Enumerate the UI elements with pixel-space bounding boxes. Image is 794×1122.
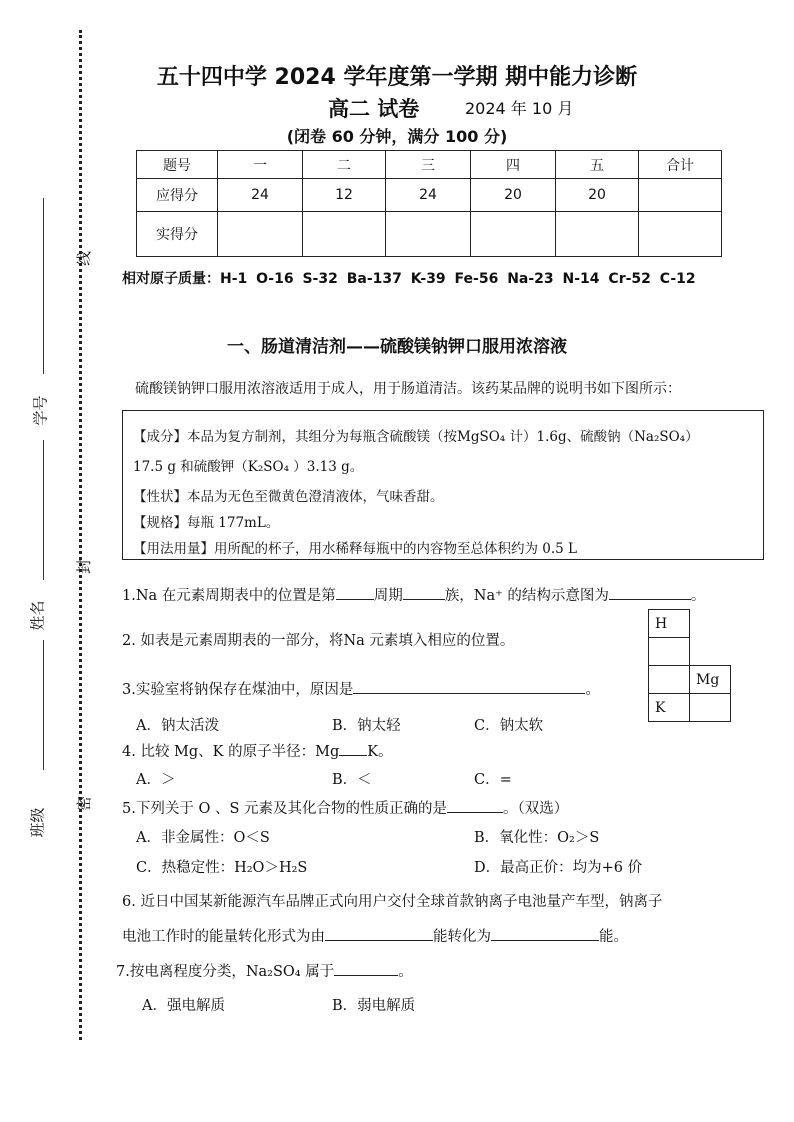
score-header-cell: 三	[386, 151, 471, 179]
pt-cell-empty	[690, 638, 731, 666]
pt-cell-h: H	[649, 610, 690, 638]
instruction-box	[122, 410, 764, 560]
exam-grade: 高二 试卷	[328, 97, 420, 121]
score-actual-row	[137, 212, 722, 257]
pt-cell-blank[interactable]	[690, 694, 731, 722]
q1-text-c: 族，Na⁺ 的结构示意图为	[444, 588, 609, 604]
pt-cell-mg: Mg	[690, 666, 731, 694]
section-title: 一、肠道清洁剂——硫酸镁钠钾口服用浓溶液	[227, 337, 567, 357]
score-full-cell: 20	[556, 179, 639, 212]
q5-stem: 5.下列关于 O 、S 元素及其化合物的性质正确的是	[122, 801, 447, 817]
question-6-line1: 6. 近日中国某新能源汽车品牌正式向用户交付全球首款钠离子电池量产车型，钠离子	[122, 894, 663, 910]
margin-char-xian: 线	[75, 250, 94, 267]
question-4	[122, 740, 393, 761]
student-id-field-lower	[43, 440, 44, 580]
q3-option-b[interactable]: B．钠太轻	[332, 718, 401, 734]
score-header-cell: 题号	[137, 151, 218, 179]
q3-end: 。	[585, 682, 600, 698]
q6-text-b: 能转化为	[433, 929, 491, 945]
q6-text-a: 电池工作时的能量转化形式为由	[122, 929, 325, 945]
score-header-cell: 一	[218, 151, 303, 179]
q4-option-c[interactable]: C．=	[474, 772, 512, 788]
score-full-cell	[639, 179, 722, 212]
periodic-table-fragment	[648, 609, 731, 722]
q1-blank-period[interactable]	[336, 585, 374, 600]
q3-stem: 3.实验室将钠保存在煤油中，原因是	[122, 682, 354, 698]
pt-cell-blank[interactable]	[649, 666, 690, 694]
q4-end: K。	[367, 744, 393, 760]
score-full-cell: 24	[386, 179, 471, 212]
q3-blank[interactable]	[353, 679, 585, 694]
score-full-cell: 12	[303, 179, 386, 212]
q5-option-c[interactable]: C．热稳定性：H₂O＞H₂S	[136, 860, 308, 876]
q6-blank-2[interactable]	[491, 926, 599, 941]
q5-option-a[interactable]: A．非金属性：O＜S	[136, 830, 270, 846]
atomic-masses: 相对原子质量：H-1 O-16 S-32 Ba-137 K-39 Fe-56 Na-23 N-14 Cr-52 C-12	[122, 271, 696, 287]
question-6-line2	[122, 925, 628, 946]
q4-option-a[interactable]: A．＞	[136, 772, 176, 788]
q6-blank-1[interactable]	[325, 926, 433, 941]
question-2: 2. 如表是元素周期表的一部分，将Na 元素填入相应的位置。	[122, 633, 515, 649]
margin-char-mi: 密	[75, 795, 94, 812]
q7-option-a[interactable]: A．强电解质	[142, 998, 225, 1014]
q3-option-c[interactable]: C．钠太软	[474, 718, 544, 734]
score-full-cell: 应得分	[137, 179, 218, 212]
q4-option-b[interactable]: B．＜	[332, 772, 372, 788]
score-full-row	[137, 179, 722, 212]
score-actual-cell[interactable]	[556, 212, 639, 257]
q1-text-b: 周期	[373, 588, 403, 604]
q1-blank-diagram[interactable]	[609, 585, 691, 600]
q3-option-a[interactable]: A．钠太活泼	[136, 718, 219, 734]
exam-info: (闭卷 60 分钟，满分 100 分)	[286, 127, 508, 146]
exam-date: 2024 年 10 月	[465, 99, 574, 118]
pt-cell-k: K	[649, 694, 690, 722]
margin-label-name: 姓名	[28, 600, 47, 631]
q4-blank[interactable]	[339, 741, 367, 756]
exam-title: 五十四中学 2024 学年度第一学期 期中能力诊断	[156, 65, 638, 90]
q4-stem: 4. 比较 Mg、K 的原子半径：Mg	[122, 744, 340, 760]
box-line: 【规格】每瓶 177mL。	[133, 515, 280, 531]
box-line: 【性状】本品为无色至微黄色澄清液体，气味香甜。	[133, 489, 444, 505]
score-actual-cell[interactable]	[303, 212, 386, 257]
box-line: 17.5 g 和硫酸钾（K₂SO₄ ）3.13 g。	[133, 459, 364, 475]
score-header-cell: 合计	[639, 151, 722, 179]
score-actual-cell[interactable]	[639, 212, 722, 257]
margin-label-class: 班级	[28, 807, 47, 838]
score-actual-cell[interactable]	[386, 212, 471, 257]
box-line: 【成分】本品为复方制剂，其组分为每瓶含硫酸镁（按MgSO₄ 计）1.6g、硫酸钠（Na₂SO₄）	[133, 429, 699, 445]
q7-blank[interactable]	[334, 961, 398, 976]
margin-label-student-id: 学号	[31, 395, 50, 426]
q5-blank[interactable]	[447, 798, 503, 813]
q7-end: 。	[398, 964, 413, 980]
question-1	[122, 584, 705, 605]
q1-blank-group[interactable]	[403, 585, 445, 600]
score-header-cell: 五	[556, 151, 639, 179]
binding-dotted-line	[79, 30, 82, 1040]
score-actual-label: 实得分	[137, 212, 218, 257]
question-5	[122, 797, 568, 818]
score-header-row	[137, 151, 722, 179]
score-full-cell: 20	[471, 179, 556, 212]
score-table	[136, 150, 722, 257]
score-actual-cell[interactable]	[218, 212, 303, 257]
q1-text-a: 1.Na 在元素周期表中的位置是第	[122, 588, 336, 604]
pt-cell-empty	[690, 610, 731, 638]
q5-option-d[interactable]: D．最高正价：均为+6 价	[474, 860, 643, 876]
name-field[interactable]	[43, 640, 44, 770]
q7-option-b[interactable]: B．弱电解质	[332, 998, 416, 1014]
score-full-cell: 24	[218, 179, 303, 212]
question-3	[122, 678, 600, 699]
score-header-cell: 二	[303, 151, 386, 179]
section-intro: 硫酸镁钠钾口服用浓溶液适用于成人，用于肠道清洁。该药某品牌的说明书如下图所示：	[135, 381, 681, 397]
q5-option-b[interactable]: B．氧化性：O₂＞S	[474, 830, 600, 846]
margin-char-feng: 封	[75, 558, 94, 575]
q5-end: 。（双选）	[502, 801, 569, 817]
pt-cell-blank[interactable]	[649, 638, 690, 666]
q6-text-c: 能。	[599, 929, 628, 945]
q1-text-d: 。	[690, 588, 706, 604]
score-actual-cell[interactable]	[471, 212, 556, 257]
question-7	[116, 960, 413, 981]
box-line: 【用法用量】用所配的杯子，用水稀释每瓶中的内容物至总体积约为 0.5 L	[133, 541, 578, 557]
q7-stem: 7.按电离程度分类，Na₂SO₄ 属于	[116, 964, 335, 980]
score-header-cell: 四	[471, 151, 556, 179]
